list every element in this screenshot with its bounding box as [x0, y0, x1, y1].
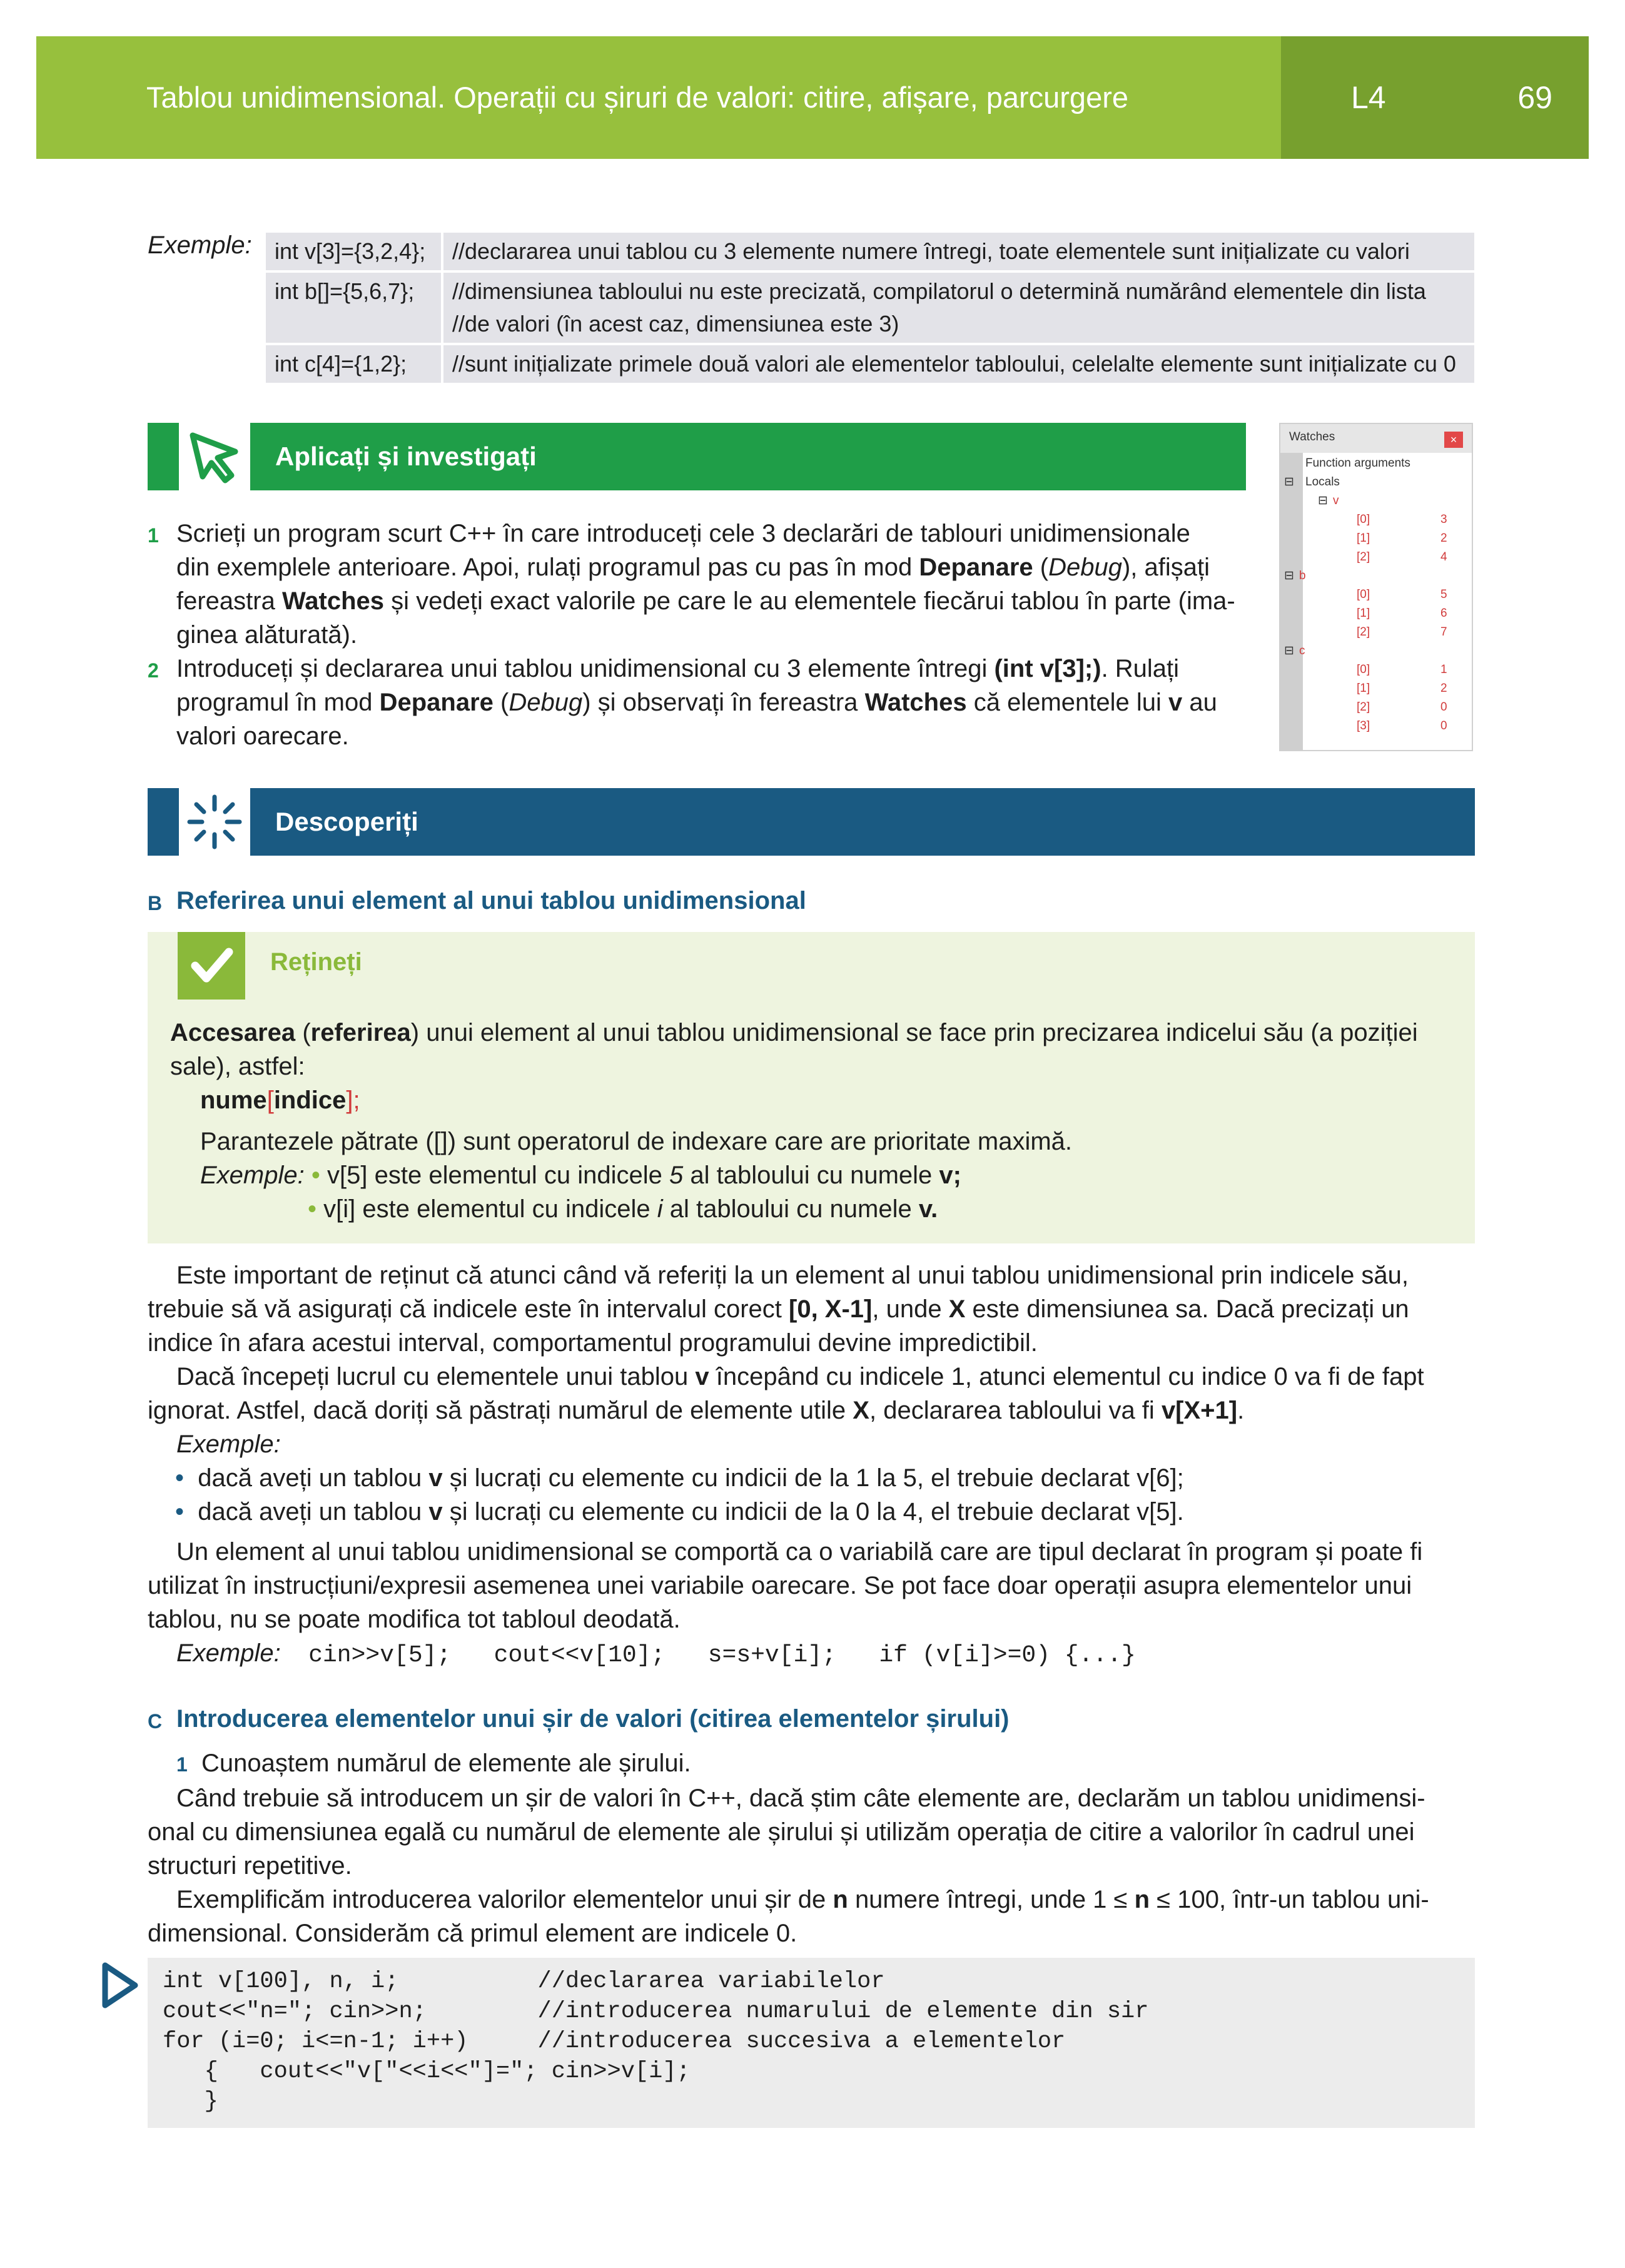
text-line: trebuie să vă asigurați că indicele este în intervalul corect [0, X-1], unde X este dimensiunea sa. Dacă precizați un	[148, 1295, 1409, 1323]
watch-index: [1]	[1357, 682, 1370, 695]
text-line: Dacă începeți lucrul cu elementele unui tablou v începând cu indicele 1, atunci elementul cu indice 0 va fi de fapt	[176, 1363, 1424, 1390]
text-line: sale), astfel:	[170, 1053, 305, 1080]
watch-value: 0	[1440, 701, 1447, 714]
remember-text	[170, 1016, 1459, 1117]
body-paragraph-3	[148, 1746, 1475, 1950]
remember-examples	[200, 1125, 1451, 1226]
watch-index: [1]	[1357, 532, 1370, 545]
watch-value: 2	[1440, 682, 1447, 695]
watch-index: [2]	[1357, 701, 1370, 714]
item-number: 1	[148, 524, 159, 547]
collapse-icon[interactable]: ⊟	[1284, 569, 1294, 582]
watch-value: 3	[1440, 513, 1447, 526]
text-line: Exemple: • v[5] este elementul cu indicele 5 al tabloului cu numele v;	[200, 1162, 961, 1189]
page-header	[36, 36, 1589, 159]
text-line: • v[i] este elementul cu indicele i al tabloului cu numele v.	[308, 1195, 938, 1223]
header-right-block	[1281, 36, 1589, 159]
code-line: cout<<"n="; cin>>n; //introducerea numarului de elemente din sir	[163, 1998, 1149, 2025]
remember-box	[148, 932, 1475, 1243]
examples-table	[266, 233, 1474, 385]
section-banner-apply	[148, 423, 1246, 490]
code-line: for (i=0; i<=n-1; i++) //introducerea succesiva a elementelor	[163, 2028, 1066, 2055]
banner-main	[250, 423, 1246, 490]
close-icon[interactable]: ×	[1444, 432, 1463, 448]
watches-window	[1279, 423, 1473, 751]
text-line: Accesarea (referirea) unui element al unui tablou unidimensional se face prin precizarea indicelui său (a poziției	[170, 1019, 1418, 1046]
subsection-letter: C	[148, 1710, 163, 1733]
banner-accent	[148, 788, 179, 856]
table-cell-comment	[443, 273, 1474, 343]
text-line: Introduceți și declararea unui tablou unidimensional cu 3 elemente întregi (int v[3];). Rulați	[176, 655, 1180, 682]
subsection-letter: B	[148, 892, 163, 914]
watch-var[interactable]: c	[1299, 644, 1305, 657]
text-line: dimensional. Considerăm că primul element are indicele 0.	[148, 1920, 797, 1947]
subsection-title: Referirea unui element al unui tablou unidimensional	[176, 887, 806, 914]
watch-index: [1]	[1357, 607, 1370, 620]
section-title: Descoperiți	[275, 807, 418, 836]
text-line: ginea alăturată).	[176, 621, 358, 649]
text-line: Exemplificăm introducerea valorilor elementelor unui șir de n numere întregi, unde 1 ≤ n ≤ 100, într-un tablou uni-	[176, 1886, 1429, 1913]
item-number: 2	[148, 659, 159, 682]
comment-line: //de valori (în acest caz, dimensiunea este 3)	[452, 311, 899, 337]
code-line: { cout<<"v["<<i<<"]="; cin>>v[i];	[163, 2058, 691, 2085]
text-line: ignorat. Astfel, dacă doriți să păstrați numărul de elemente utile X, declararea tabloului va fi v[X+1].	[148, 1397, 1245, 1424]
list-item: • dacă aveți un tablou v și lucrați cu elemente cu indicii de la 0 la 4, el trebuie declarat v[5].	[175, 1498, 1184, 1526]
lesson-label: L4	[1351, 80, 1386, 115]
comment-line: //dimensiunea tabloului nu este precizată, compilatorul o determină numărând elementele din lista	[452, 278, 1426, 304]
collapse-icon[interactable]: ⊟	[1284, 475, 1294, 489]
remember-title: Rețineți	[270, 948, 362, 976]
cursor-icon	[179, 423, 250, 490]
body-paragraph-1	[148, 1258, 1475, 1529]
examples-label: Exemple:	[148, 231, 252, 259]
apply-item-1	[176, 517, 1247, 652]
list-item: • dacă aveți un tablou v și lucrați cu elemente cu indicii de la 1 la 5, el trebuie declarat v[6];	[175, 1464, 1184, 1492]
text-line: valori oarecare.	[176, 722, 349, 750]
text-line: fereastra Watches și vedeți exact valorile pe care le au elementele fiecărui tablou în parte (ima-	[176, 587, 1235, 615]
watch-value: 7	[1440, 625, 1447, 639]
apply-item-2	[176, 652, 1247, 753]
text-line: structuri repetitive.	[148, 1852, 352, 1880]
table-row	[266, 233, 1474, 270]
watch-row[interactable]: Locals	[1305, 475, 1340, 489]
text-line: din exemplele anterioare. Apoi, rulați programul pas cu pas în mod Depanare (Debug), afișați	[176, 554, 1210, 581]
watch-row[interactable]: Function arguments	[1305, 457, 1410, 470]
code-block	[148, 1958, 1475, 2128]
syntax-line: nume[indice];	[200, 1086, 360, 1114]
watch-value: 2	[1440, 532, 1447, 545]
text-line: indice în afara acestui interval, comportamentul programului devine impredictibil.	[148, 1329, 1038, 1357]
text-line: onal cu dimensiunea egală cu numărul de elemente ale șirului și utilizăm operația de citire a valorilor în cadrul unei	[148, 1818, 1415, 1846]
watch-index: [0]	[1357, 513, 1370, 526]
watches-gutter	[1280, 453, 1303, 750]
play-icon	[100, 1960, 140, 2013]
chapter-title: Tablou unidimensional. Operații cu șiruri de valori: citire, afișare, parcurgere	[146, 81, 1129, 114]
watches-titlebar	[1280, 424, 1472, 453]
page-number: 69	[1517, 80, 1552, 115]
text-line: Exemple:	[176, 1430, 281, 1458]
code-line: int v[100], n, i; //declararea variabilelor	[163, 1968, 885, 1995]
subsection-title: Introducerea elementelor unui șir de valori (citirea elementelor șirului)	[176, 1705, 1010, 1733]
watch-index: [2]	[1357, 625, 1370, 639]
text-line: Când trebuie să introducem un șir de valori în C++, dacă știm câte elemente are, declarăm un tablou unidimensi-	[176, 1785, 1425, 1812]
table-cell-comment: //sunt inițializate primele două valori ale elementelor tabloului, celelalte elemente sunt inițializate cu 0	[443, 345, 1474, 383]
checkmark-icon	[178, 932, 245, 1000]
text-line: utilizat în instrucțiuni/expresii asemenea unei variabile oarecare. Se pot face doar operații asupra elementelor unui	[148, 1572, 1412, 1599]
watch-value: 0	[1440, 719, 1447, 732]
text-line: Scrieți un program scurt C++ în care introduceți cele 3 declarări de tablouri unidimensionale	[176, 520, 1190, 547]
watch-value: 5	[1440, 588, 1447, 601]
watch-value: 4	[1440, 550, 1447, 564]
sparkle-icon	[179, 788, 250, 856]
code-line: }	[163, 2088, 218, 2115]
watch-value: 6	[1440, 607, 1447, 620]
text-line: 1 Cunoaștem numărul de elemente ale șirului.	[176, 1749, 691, 1777]
text-line: Un element al unui tablou unidimensional se comportă ca o variabilă care are tipul declarat în program și poate fi	[176, 1538, 1423, 1566]
watch-index: [3]	[1357, 719, 1370, 732]
table-cell-code: int b[]={5,6,7};	[266, 273, 441, 343]
watch-index: [0]	[1357, 663, 1370, 676]
watch-var[interactable]: v	[1333, 494, 1339, 507]
table-row	[266, 345, 1474, 383]
text-line: Exemple: cin>>v[5]; cout<<v[10]; s=s+v[i]; if (v[i]>=0) {...}	[176, 1639, 1136, 1669]
watches-body	[1284, 453, 1472, 750]
table-cell-code: int v[3]={3,2,4};	[266, 233, 441, 270]
body-paragraph-2	[148, 1535, 1475, 1673]
watch-index: [2]	[1357, 550, 1370, 564]
text-line: programul în mod Depanare (Debug) și observați în fereastra Watches că elementele lui v au	[176, 689, 1217, 716]
watch-var[interactable]: b	[1299, 569, 1306, 582]
table-row	[266, 273, 1474, 343]
collapse-icon[interactable]: ⊟	[1284, 644, 1294, 657]
text-line: Este important de reținut că atunci când vă referiți la un element al unui tablou unidimensional prin indicele său,	[176, 1262, 1409, 1289]
banner-main	[250, 788, 1475, 856]
text-line: tablou, nu se poate modifica tot tabloul deodată.	[148, 1606, 681, 1633]
watch-value: 1	[1440, 663, 1447, 676]
banner-accent	[148, 423, 179, 490]
text-line: Parantezele pătrate ([]) sunt operatorul de indexare care are prioritate maximă.	[200, 1128, 1073, 1155]
table-cell-code: int c[4]={1,2};	[266, 345, 441, 383]
section-banner-discover	[148, 788, 1475, 856]
watches-title: Watches	[1289, 430, 1335, 443]
section-title: Aplicați și investigați	[275, 442, 537, 471]
table-cell-comment: //declararea unui tablou cu 3 elemente numere întregi, toate elementele sunt inițializate cu valori	[443, 233, 1474, 270]
collapse-icon[interactable]: ⊟	[1318, 494, 1328, 507]
watch-index: [0]	[1357, 588, 1370, 601]
